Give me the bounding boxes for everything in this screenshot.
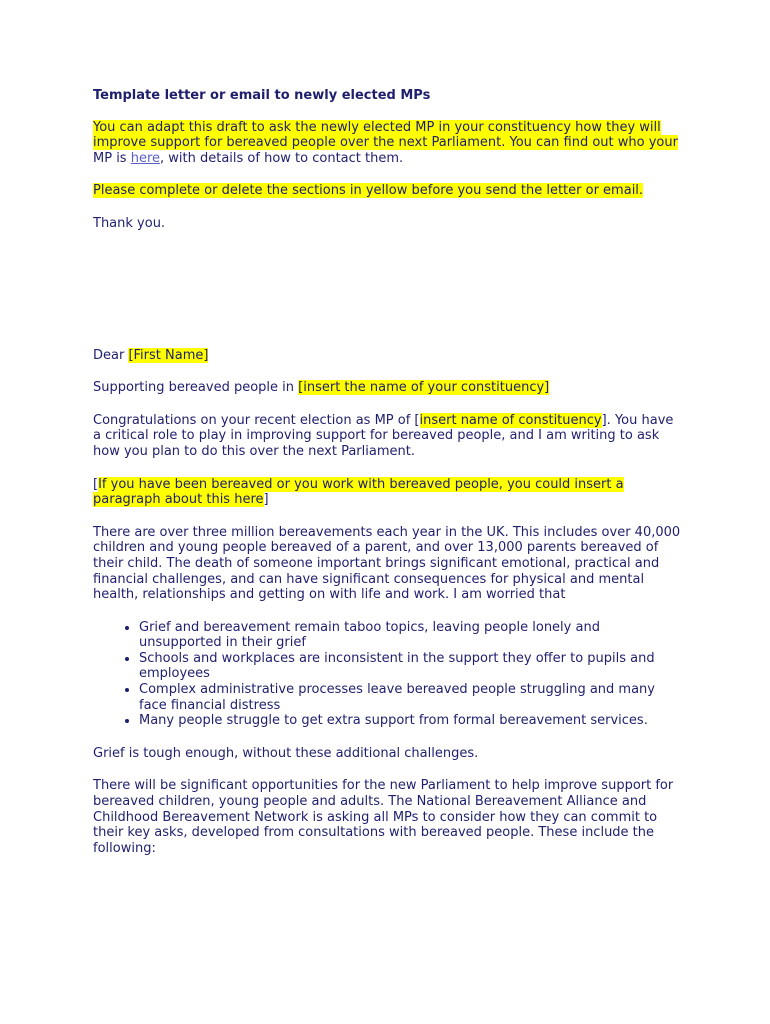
challenges-paragraph: Grief is tough enough, without these additional challenges. [93, 745, 479, 761]
constituency-name-placeholder: insert name of constituency [419, 412, 602, 428]
congrats-prefix: Congratulations on your recent election as MP of [ [93, 412, 420, 428]
subject-line [93, 380, 683, 396]
document-page [93, 80, 683, 873]
personal-paragraph [93, 477, 683, 508]
salutation [93, 348, 683, 364]
first-name-placeholder: [First Name] [128, 347, 209, 363]
subject-prefix: Supporting bereaved people in [93, 380, 299, 396]
thank-you-text: Thank you. [93, 215, 166, 231]
bracket-close: ] [263, 492, 269, 508]
constituency-placeholder: [insert the name of your constituency] [298, 380, 550, 396]
find-mp-link[interactable]: here [130, 150, 161, 166]
congratulations-paragraph [93, 413, 683, 460]
intro-paragraph [93, 120, 683, 167]
blank-space [93, 249, 683, 348]
list-item: • Many people struggle to get extra support from formal bereavement services. [139, 713, 683, 729]
instructions-highlight: Please complete or delete the sections in yellow before you send the letter or email. [93, 183, 644, 199]
list-item: • Grief and bereavement remain taboo topics, leaving people lonely and unsupported in their grief [139, 620, 683, 651]
intro-highlight: You can adapt this draft to ask the newly elected MP in your constituency how they will improve support for bereaved people over the next Parliament. You can find out who your [93, 119, 678, 151]
opportunities-paragraph: There will be significant opportunities for the new Parliament to help improve support for bereaved children, young people and adults. The National Bereavement Alliance and Childhood Bereavement Network is asking all MPs to consider how they can commit to their key asks, developed from consultations with bereaved people. These include the following: [93, 778, 674, 856]
list-item: • Schools and workplaces are inconsistent in the support they offer to pupils and employees [139, 651, 683, 682]
personal-placeholder: If you have been bereaved or you work with bereaved people, you could insert a paragraph about this here [93, 476, 624, 508]
document-title: Template letter or email to newly elected MPs [93, 88, 431, 103]
instructions-paragraph [93, 183, 683, 199]
intro-after-link: , with details of how to contact them. [160, 150, 404, 166]
congrats-rest: ]. You have a critical role to play in improving support for bereaved people, and I am writing to ask how you plan to do this over the next Parliament. [93, 412, 674, 459]
intro-mp-text: MP is [93, 150, 131, 166]
statistics-paragraph: There are over three million bereavements each year in the UK. This includes over 40,000 children and young people bereaved of a parent, and over 13,000 parents bereaved of their child. The death of someone important brings significant emotional, practical and financial challenges, and can have significant consequences for physical and mental health, relationships and getting on with life and work. I am worried that [93, 524, 681, 603]
salutation-prefix: Dear [93, 347, 129, 363]
bracket-open: [ [93, 476, 99, 492]
concerns-list [93, 620, 683, 729]
list-item: • Complex administrative processes leave bereaved people struggling and many face financial distress [139, 682, 683, 713]
